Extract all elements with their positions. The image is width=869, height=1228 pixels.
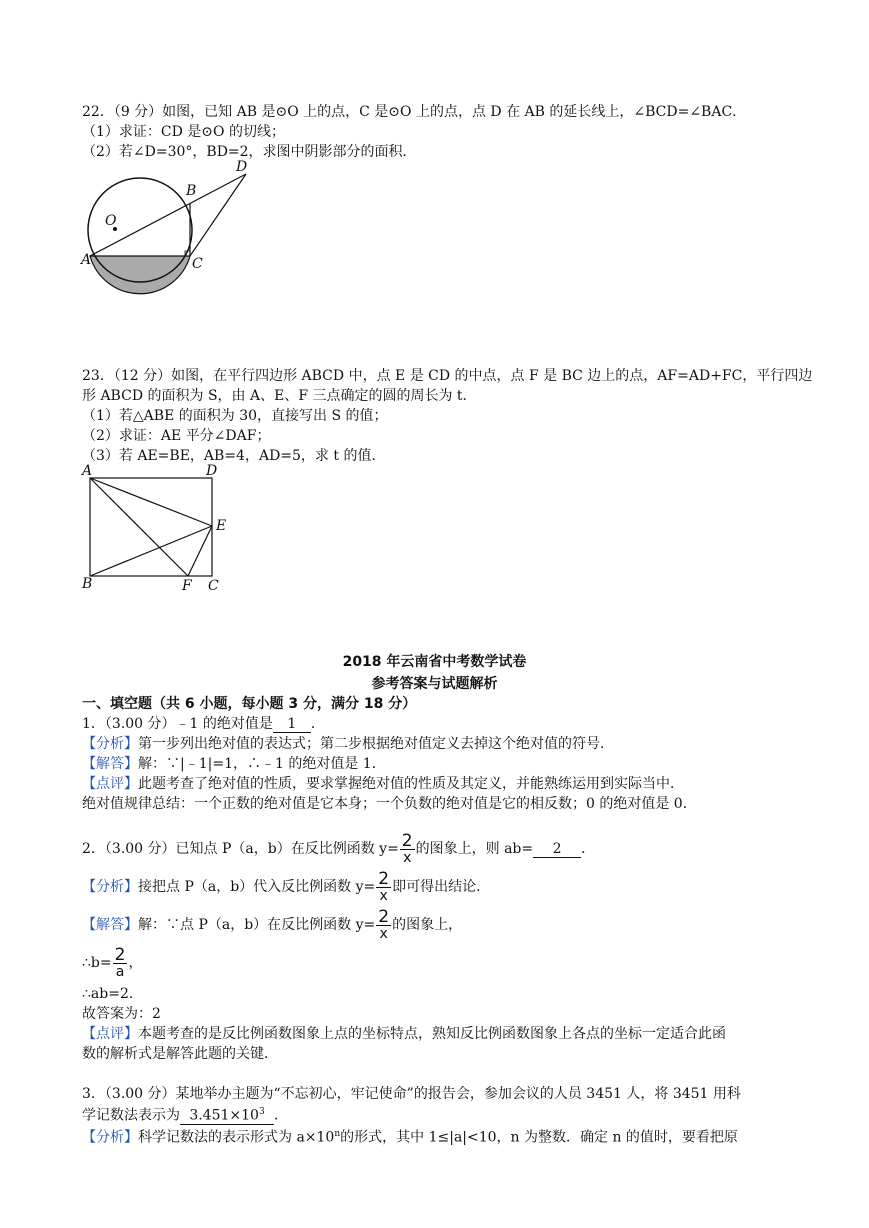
label-f: F xyxy=(182,578,192,594)
a1-comment: 【点评】此题考查了绝对值的性质，要求掌握绝对值的性质及其定义，并能熟练运用到实际当中． xyxy=(82,776,684,792)
a1-answer: 1 xyxy=(273,716,311,733)
fraction-2-over-x: $\frac{2}{x}$ xyxy=(378,906,390,942)
a2-ab-value: ∴ab=2． xyxy=(82,986,143,1002)
a1-rule: 绝对值规律总结：一个正数的绝对值是它本身；一个负数的绝对值是它的相反数；0 的绝对值是 0． xyxy=(82,796,697,812)
tag-analysis: 【分析】 xyxy=(82,736,138,752)
label-c: C xyxy=(192,256,203,272)
q22-part1: （1）求证：CD 是⊙O 的切线； xyxy=(82,124,285,140)
tag-comment: 【点评】 xyxy=(82,776,138,792)
line-ae xyxy=(90,478,212,526)
line-ef xyxy=(188,526,212,576)
a1-question: 1．（3.00 分）﹣1 的绝对值是 1 ． xyxy=(82,716,325,732)
q23-stem-line1: 23．（12 分）如图，在平行四边形 ABCD 中，点 E 是 CD 的中点，点 F 是 BC 边上的点，AF=AD+FC，平行四边 xyxy=(82,368,813,384)
tag-analysis: 【分析】 xyxy=(82,879,138,895)
q22-stem: 22．（9 分）如图，已知 AB 是⊙O 上的点，C 是⊙O 上的点，点 D 在 AB 的延长线上，∠BCD=∠BAC． xyxy=(82,104,747,120)
label-e: E xyxy=(216,518,227,534)
label-a: A xyxy=(81,252,92,268)
q23-parallelogram-figure xyxy=(78,462,238,594)
tag-solution: 【解答】 xyxy=(82,756,138,772)
label-b: B xyxy=(82,576,93,592)
fraction-2-over-x: $\frac{2}{x}$ xyxy=(401,830,413,866)
label-b: B xyxy=(186,183,197,199)
line-cd xyxy=(190,174,246,256)
a2-b-value: ∴b= $\frac{2}{a}$ ， xyxy=(82,944,143,980)
line-af xyxy=(90,478,188,576)
a2-question: 2．（3.00 分）已知点 P（a，b）在反比例函数 y= $\frac{2}{x}$ 的图象上，则 ab= 2 ． xyxy=(82,830,596,866)
label-a: A xyxy=(82,463,93,479)
q22-part2: （2）若∠D=30°，BD=2，求图中阴影部分的面积． xyxy=(82,144,417,160)
label-d: D xyxy=(236,159,248,175)
a3-analysis: 【分析】科学记数法的表示形式为 $a\times 10^n$的形式，其中 1≤|a|<10，n 为整数．确定 n 的值时，要看把原 xyxy=(82,1129,738,1146)
page-title: 2018 年云南省中考数学试卷 xyxy=(342,654,527,670)
tag-comment: 【点评】 xyxy=(82,1026,138,1042)
q23-stem-line2: 形 ABCD 的面积为 S，由 A、E、F 三点确定的圆的周长为 t． xyxy=(82,388,477,404)
tag-analysis: 【分析】 xyxy=(82,1129,138,1146)
a2-result: 故答案为：2 xyxy=(82,1006,161,1022)
shaded-segment xyxy=(90,256,190,294)
a2-comment-line2: 数的解析式是解答此题的关键． xyxy=(82,1046,278,1062)
page-subtitle: 参考答案与试题解析 xyxy=(371,676,498,692)
fraction-2-over-x: $\frac{2}{x}$ xyxy=(378,868,390,904)
q22-circle-figure xyxy=(78,158,268,298)
a3-question-line1: 3．（3.00 分）某地举办主题为“不忘初心，牢记使命”的报告会，参加会议的人员 3451 人，将 3451 用科 xyxy=(82,1086,741,1102)
tag-solution: 【解答】 xyxy=(82,917,138,933)
a2-comment: 【点评】本题考查的是反比例函数图象上点的坐标特点，熟知反比例函数图象上各点的坐标一定适合此函 xyxy=(82,1026,726,1042)
a1-analysis: 【分析】第一步列出绝对值的表达式；第二步根据绝对值定义去掉这个绝对值的符号． xyxy=(82,736,614,752)
a1-solution: 【解答】解：∵|﹣1|=1，∴﹣1 的绝对值是 1． xyxy=(82,756,386,772)
label-c: C xyxy=(208,578,219,594)
section-heading: 一、填空题（共 6 小题，每小题 3 分，满分 18 分） xyxy=(82,696,417,712)
q23-part2: （2）求证：AE 平分∠DAF； xyxy=(82,428,271,444)
line-be xyxy=(90,526,212,576)
label-o: O xyxy=(105,213,117,229)
rect-abcd xyxy=(90,478,212,576)
a2-analysis: 【分析】接把点 P（a，b）代入反比例函数 y= $\frac{2}{x}$ 即可得出结论． xyxy=(82,868,491,904)
q23-part3: （3）若 AE=BE，AB=4，AD=5，求 t 的值． xyxy=(82,448,386,464)
a2-solution: 【解答】解：∵点 P（a，b）在反比例函数 y= $\frac{2}{x}$ 的图象上， xyxy=(82,906,463,942)
a3-question-line2: 学记数法表示为 $3.451\times 10^3$ ． xyxy=(82,1104,288,1126)
a2-answer: 2 xyxy=(533,841,581,858)
q23-part1: （1）若△ABE 的面积为 30，直接写出 S 的值； xyxy=(82,408,388,424)
label-d: D xyxy=(206,463,218,479)
a3-answer: $3.451\times 10^3$ xyxy=(180,1104,274,1125)
fraction-2-over-a: $\frac{2}{a}$ xyxy=(114,944,126,980)
